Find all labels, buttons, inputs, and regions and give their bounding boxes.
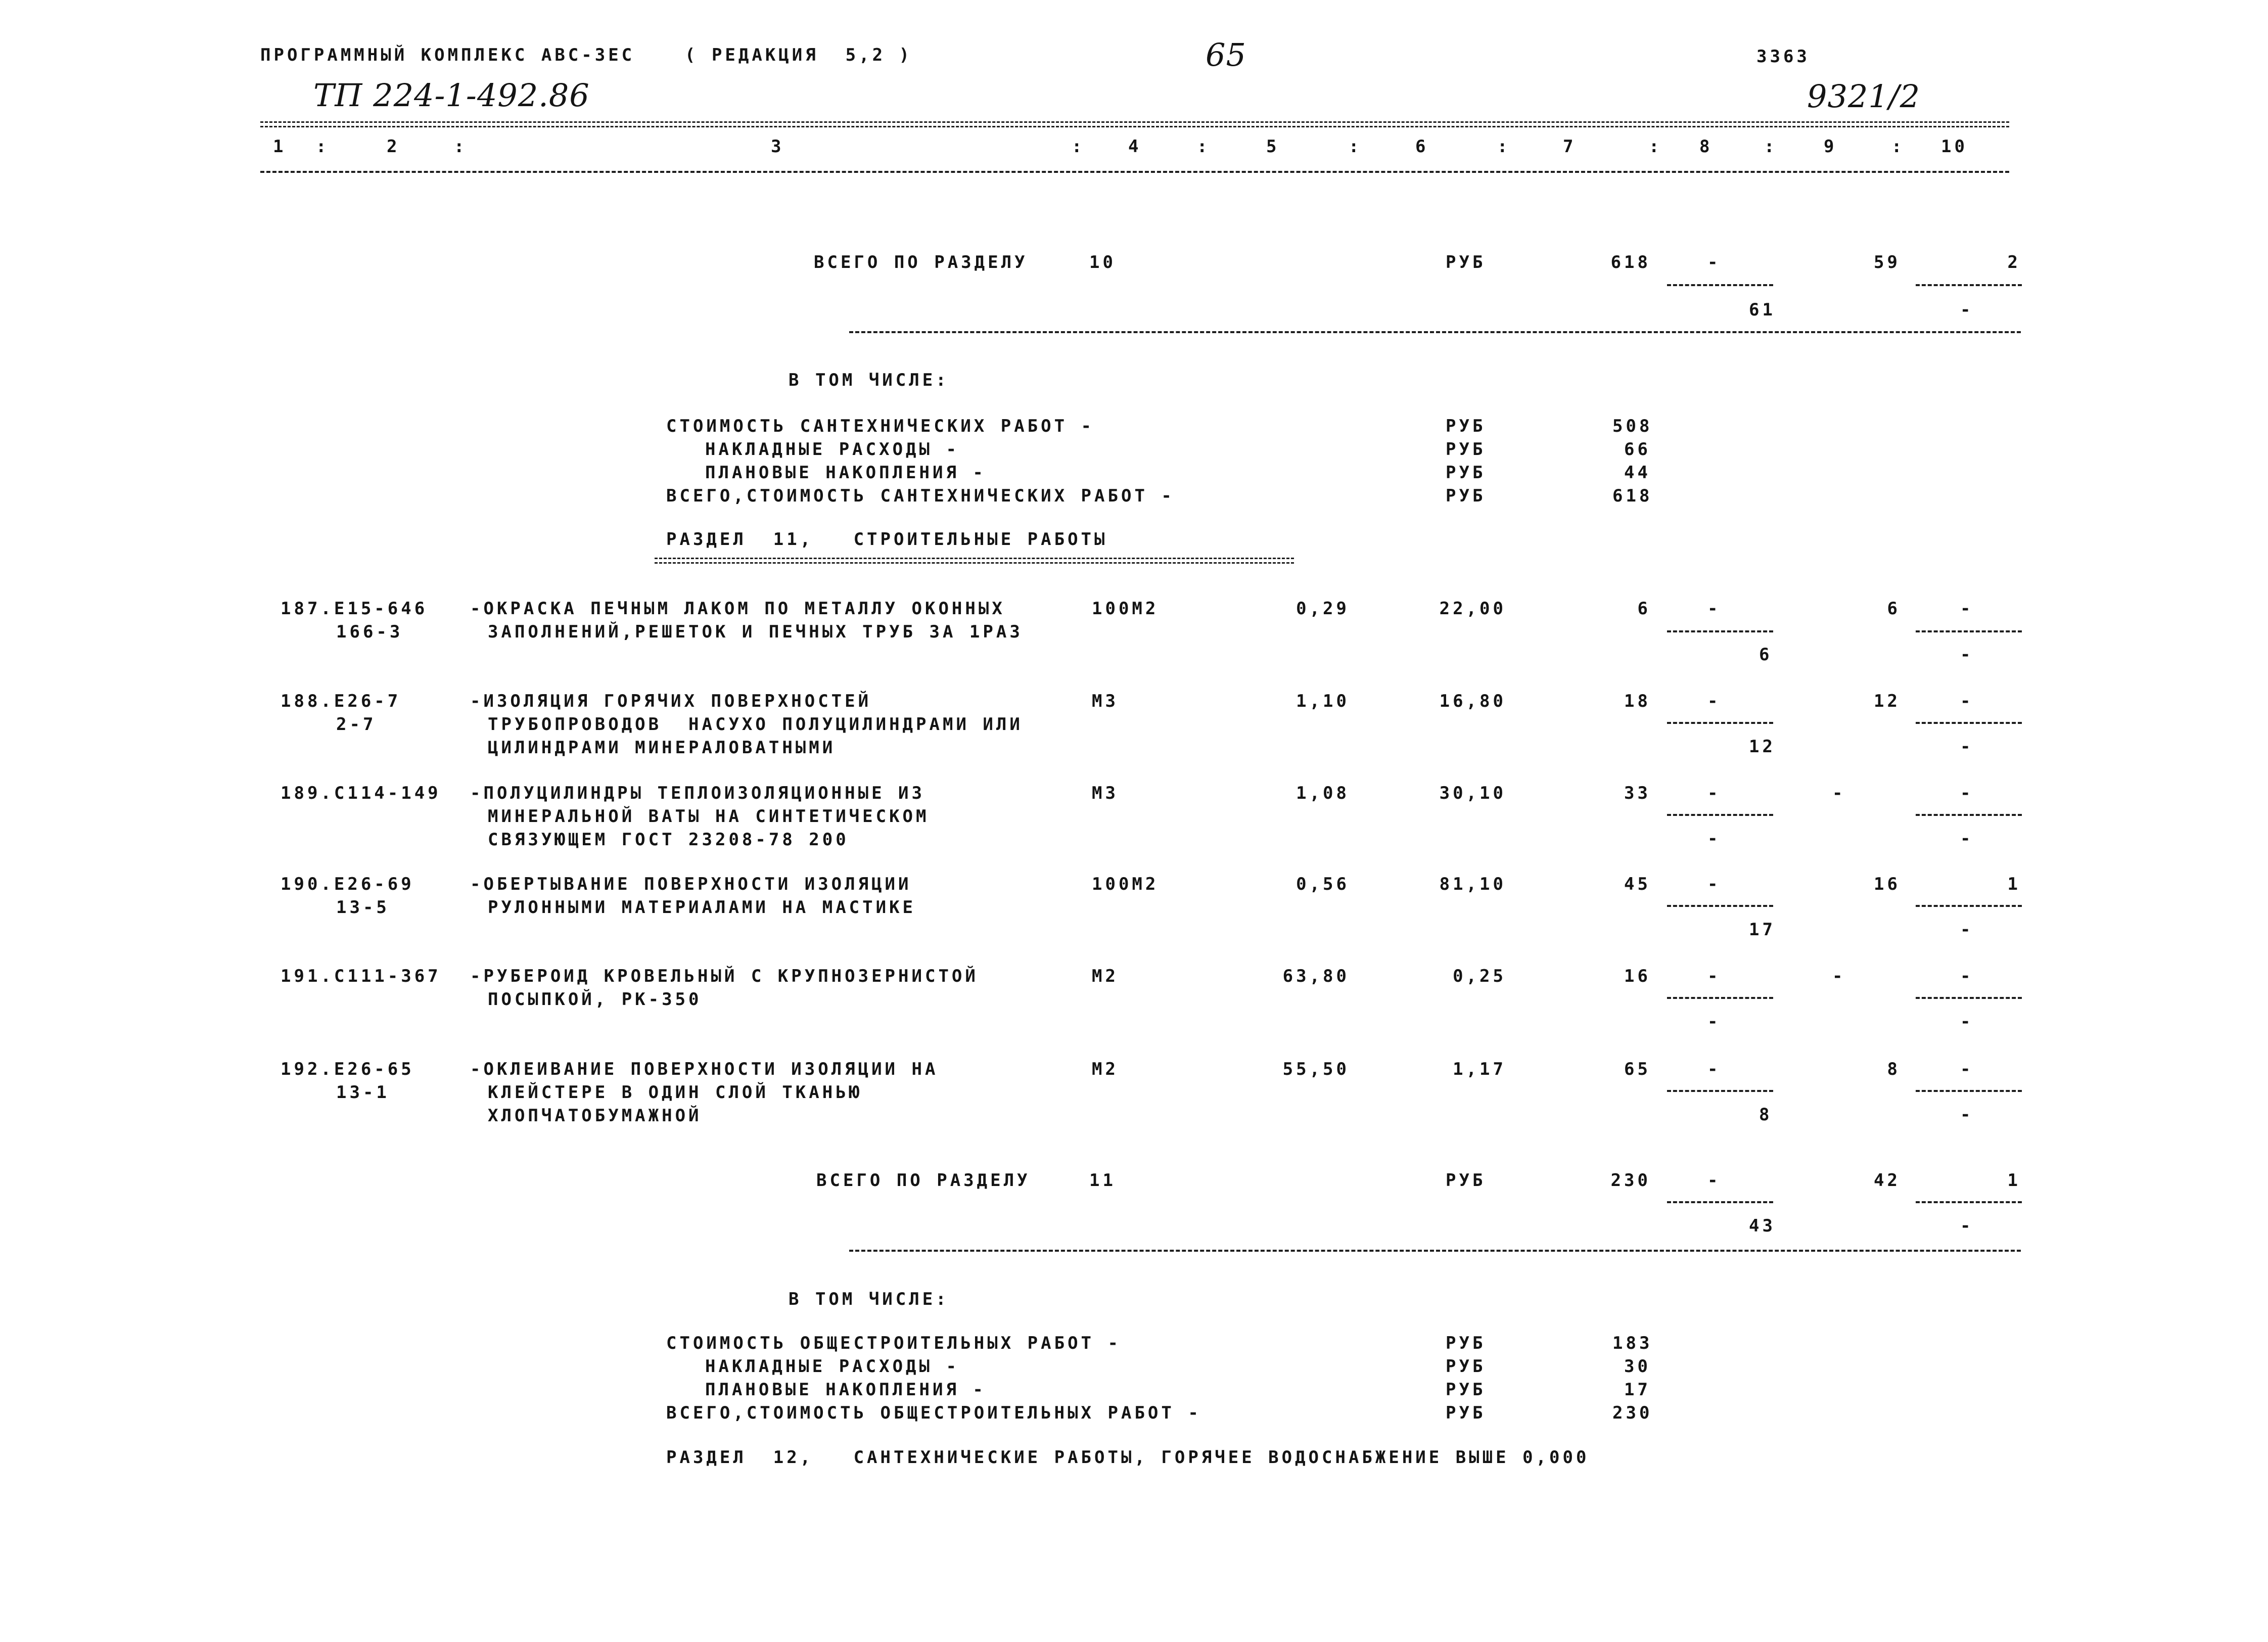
cell-rule [1667, 905, 1773, 907]
breakdown-value: 44 [1624, 463, 1651, 483]
breakdown-value: 230 [1612, 1403, 1653, 1423]
item-description: -ПОЛУЦИЛИНДРЫ ТЕПЛОИЗОЛЯЦИОННЫЕ ИЗ [470, 783, 925, 803]
item-cost: 33 [1624, 783, 1651, 803]
item-cost: 18 [1624, 691, 1651, 711]
section-total-c7: 618 [1610, 252, 1651, 272]
column-number: 5 [1266, 136, 1280, 157]
breakdown-label: ПЛАНОВЫЕ НАКОПЛЕНИЯ - [705, 463, 986, 483]
item-description: ЦИЛИНДРАМИ МИНЕРАЛОВАТНЫМИ [488, 738, 836, 758]
column-number: 4 [1128, 136, 1142, 157]
item-c10: - [1960, 783, 1974, 803]
item-quantity: 55,50 [1282, 1059, 1350, 1079]
breakdown-title: В ТОМ ЧИСЛЕ: [789, 1289, 949, 1309]
section-total-c10-sub: - [1960, 300, 1974, 320]
section-total-c10-sub: - [1960, 1216, 1974, 1236]
item-code: 187.Е15-646 [281, 599, 428, 619]
section-total-label: ВСЕГО ПО РАЗДЕЛУ [816, 1170, 1031, 1191]
section-total-c8-sub: 61 [1749, 300, 1776, 320]
item-c8-sub: 8 [1759, 1105, 1773, 1125]
item-c8: - [1707, 691, 1721, 711]
breakdown-label: СТОИМОСТЬ САНТЕХНИЧЕСКИХ РАБОТ - [666, 416, 1095, 436]
section-total-c8: - [1707, 252, 1721, 272]
item-description: -ОКРАСКА ПЕЧНЫМ ЛАКОМ ПО МЕТАЛЛУ ОКОННЫХ [470, 599, 1005, 619]
column-number: 3 [771, 136, 784, 157]
item-description: СВЯЗУЮЩЕМ ГОСТ 23208-78 200 [488, 830, 849, 850]
item-c10-sub: - [1960, 737, 1974, 757]
item-c10: - [1960, 691, 1974, 711]
breakdown-label: СТОИМОСТЬ ОБЩЕСТРОИТЕЛЬНЫХ РАБОТ - [666, 1333, 1121, 1353]
item-quantity: 0,56 [1296, 874, 1350, 894]
item-c9: 6 [1887, 599, 1901, 619]
column-separator: : [1349, 136, 1362, 157]
breakdown-unit: РУБ [1446, 1380, 1486, 1400]
item-code: 192.Е26-65 [281, 1059, 414, 1079]
breakdown-unit: РУБ [1446, 1333, 1486, 1353]
item-c8-sub: - [1707, 1012, 1721, 1032]
breakdown-unit: РУБ [1446, 439, 1486, 460]
item-price: 30,10 [1439, 783, 1506, 803]
breakdown-unit: РУБ [1446, 463, 1486, 483]
item-c10-sub: - [1960, 829, 1974, 849]
item-code: 189.С114-149 [281, 783, 441, 803]
breakdown-label: ВСЕГО,СТОИМОСТЬ САНТЕХНИЧЕСКИХ РАБОТ - [666, 486, 1175, 506]
breakdown-value: 508 [1612, 416, 1653, 436]
item-c8: - [1707, 783, 1721, 803]
item-c9: - [1832, 966, 1846, 986]
item-c10: - [1960, 966, 1974, 986]
column-number: 9 [1824, 136, 1837, 157]
column-number: 8 [1699, 136, 1713, 157]
item-unit: М3 [1092, 783, 1119, 803]
section-total-c10: 1 [2007, 1170, 2021, 1191]
item-c10: - [1960, 1059, 1974, 1079]
section-total-number: 11 [1089, 1170, 1116, 1191]
column-separator: : [1197, 136, 1211, 157]
item-cost: 45 [1624, 874, 1651, 894]
cell-rule [1667, 284, 1773, 286]
breakdown-unit: РУБ [1446, 1356, 1486, 1377]
item-cost: 65 [1624, 1059, 1651, 1079]
breakdown-value: 618 [1612, 486, 1653, 506]
page-number: 65 [1206, 36, 1246, 73]
item-c9: 16 [1874, 874, 1901, 894]
item-description: РУЛОННЫМИ МАТЕРИАЛАМИ НА МАСТИКЕ [488, 897, 916, 918]
item-c10-sub: - [1960, 920, 1974, 940]
item-description: ЗАПОЛНЕНИЙ,РЕШЕТОК И ПЕЧНЫХ ТРУБ ЗА 1РАЗ [488, 622, 1023, 642]
item-description: ХЛОПЧАТОБУМАЖНОЙ [488, 1106, 702, 1126]
breakdown-value: 66 [1624, 439, 1651, 460]
item-c8: - [1707, 1059, 1721, 1079]
item-unit: 100М2 [1092, 874, 1159, 894]
section-title: РАЗДЕЛ 11, СТРОИТЕЛЬНЫЕ РАБОТЫ [666, 529, 1108, 550]
cell-rule [1916, 997, 2022, 999]
item-description: -ОБЕРТЫВАНИЕ ПОВЕРХНОСТИ ИЗОЛЯЦИИ [470, 874, 912, 894]
sheet-number: 9321/2 [1807, 78, 1921, 115]
section-title: РАЗДЕЛ 12, САНТЕХНИЧЕСКИЕ РАБОТЫ, ГОРЯЧЕЕ ВОДОСНАБЖЕНИЕ ВЫШЕ 0,000 [666, 1447, 1590, 1468]
section-total-c7: 230 [1610, 1170, 1651, 1191]
cell-rule [1916, 722, 2022, 724]
breakdown-label: ПЛАНОВЫЕ НАКОПЛЕНИЯ - [705, 1380, 986, 1400]
document-code: 3363 [1756, 47, 1810, 67]
section-rule [849, 331, 2021, 333]
item-code-sub: 13-1 [336, 1082, 390, 1103]
breakdown-label: ВСЕГО,СТОИМОСТЬ ОБЩЕСТРОИТЕЛЬНЫХ РАБОТ - [666, 1403, 1201, 1423]
cell-rule [1667, 1090, 1773, 1092]
item-price: 22,00 [1439, 599, 1506, 619]
item-c8: - [1707, 874, 1721, 894]
item-unit: М3 [1092, 691, 1119, 711]
column-number: 6 [1415, 136, 1429, 157]
item-description: КЛЕЙСТЕРЕ В ОДИН СЛОЙ ТКАНЬЮ [488, 1082, 863, 1103]
cell-rule [1916, 630, 2022, 632]
item-code-sub: 2-7 [336, 714, 377, 735]
item-description: МИНЕРАЛЬНОЙ ВАТЫ НА СИНТЕТИЧЕСКОМ [488, 806, 930, 827]
cell-rule [1916, 1201, 2022, 1203]
item-description: -РУБЕРОИД КРОВЕЛЬНЫЙ С КРУПНОЗЕРНИСТОЙ [470, 966, 979, 986]
section-total-c8-sub: 43 [1749, 1216, 1776, 1236]
breakdown-title: В ТОМ ЧИСЛЕ: [789, 370, 949, 390]
column-number: 2 [387, 136, 400, 157]
breakdown-value: 30 [1624, 1356, 1651, 1377]
item-description: -ОКЛЕИВАНИЕ ПОВЕРХНОСТИ ИЗОЛЯЦИИ НА [470, 1059, 939, 1079]
breakdown-label: НАКЛАДНЫЕ РАСХОДЫ - [705, 439, 959, 460]
item-unit: М2 [1092, 966, 1119, 986]
item-code-sub: 13-5 [336, 897, 390, 918]
section-total-c9: 42 [1874, 1170, 1901, 1191]
cell-rule [1916, 1090, 2022, 1092]
column-separator: : [1649, 136, 1662, 157]
cell-rule [1667, 814, 1773, 816]
program-name: ПРОГРАММНЫЙ КОМПЛЕКС АВС-ЗЕС [260, 45, 635, 65]
cell-rule [1667, 1201, 1773, 1203]
column-number: 7 [1563, 136, 1577, 157]
item-quantity: 0,29 [1296, 599, 1350, 619]
item-c9: 8 [1887, 1059, 1901, 1079]
edition: ( РЕДАКЦИЯ 5,2 ) [685, 45, 912, 65]
item-c8-sub: - [1707, 829, 1721, 849]
column-number: 1 [273, 136, 287, 157]
item-description: ПОСЫПКОЙ, РК-350 [488, 989, 702, 1010]
item-price: 16,80 [1439, 691, 1506, 711]
header-double-rule [260, 121, 2009, 127]
section-total-label: ВСЕГО ПО РАЗДЕЛУ [814, 252, 1028, 272]
section-total-unit: РУБ [1446, 252, 1486, 272]
item-c8: - [1707, 966, 1721, 986]
item-c9: 12 [1874, 691, 1901, 711]
item-c10-sub: - [1960, 645, 1974, 665]
column-separator: : [316, 136, 330, 157]
item-c10: - [1960, 599, 1974, 619]
item-description: -ИЗОЛЯЦИЯ ГОРЯЧИХ ПОВЕРХНОСТЕЙ [470, 691, 872, 711]
item-c10-sub: - [1960, 1012, 1974, 1032]
item-c10-sub: - [1960, 1105, 1974, 1125]
cell-rule [1667, 722, 1773, 724]
item-price: 81,10 [1439, 874, 1506, 894]
item-c8: - [1707, 599, 1721, 619]
item-quantity: 1,08 [1296, 783, 1350, 803]
column-separator: : [1497, 136, 1511, 157]
item-c8-sub: 12 [1749, 737, 1776, 757]
section-title-underline [655, 558, 1294, 564]
column-separator: : [454, 136, 468, 157]
section-total-c10: 2 [2007, 252, 2021, 272]
item-unit: М2 [1092, 1059, 1119, 1079]
item-code-sub: 166-3 [336, 622, 403, 642]
header-bottom-rule [260, 171, 2009, 173]
item-quantity: 63,80 [1282, 966, 1350, 986]
column-number: 10 [1941, 136, 1968, 157]
item-code: 188.Е26-7 [281, 691, 401, 711]
section-total-c8: - [1707, 1170, 1721, 1191]
breakdown-unit: РУБ [1446, 1403, 1486, 1423]
column-separator: : [1891, 136, 1905, 157]
item-c10: 1 [2007, 874, 2021, 894]
item-c8-sub: 17 [1749, 920, 1776, 940]
item-code: 191.С111-367 [281, 966, 441, 986]
section-total-unit: РУБ [1446, 1170, 1486, 1191]
cell-rule [1916, 905, 2022, 907]
cell-rule [1667, 997, 1773, 999]
cell-rule [1916, 284, 2022, 286]
item-price: 0,25 [1453, 966, 1506, 986]
breakdown-value: 17 [1624, 1380, 1651, 1400]
breakdown-value: 183 [1612, 1333, 1653, 1353]
item-unit: 100М2 [1092, 599, 1159, 619]
item-cost: 6 [1637, 599, 1651, 619]
item-c9: - [1832, 783, 1846, 803]
column-separator: : [1764, 136, 1778, 157]
item-price: 1,17 [1453, 1059, 1506, 1079]
item-c8-sub: 6 [1759, 645, 1773, 665]
column-separator: : [1072, 136, 1085, 157]
item-cost: 16 [1624, 966, 1651, 986]
item-quantity: 1,10 [1296, 691, 1350, 711]
breakdown-unit: РУБ [1446, 416, 1486, 436]
breakdown-label: НАКЛАДНЫЕ РАСХОДЫ - [705, 1356, 959, 1377]
cell-rule [1916, 814, 2022, 816]
item-description: ТРУБОПРОВОДОВ НАСУХО ПОЛУЦИЛИНДРАМИ ИЛИ [488, 714, 1023, 735]
section-total-c9: 59 [1874, 252, 1901, 272]
section-total-number: 10 [1089, 252, 1116, 272]
project-number: ТП 224-1-492.86 [313, 77, 590, 114]
cell-rule [1667, 630, 1773, 632]
item-code: 190.Е26-69 [281, 874, 414, 894]
section-rule [849, 1250, 2021, 1252]
breakdown-unit: РУБ [1446, 486, 1486, 506]
